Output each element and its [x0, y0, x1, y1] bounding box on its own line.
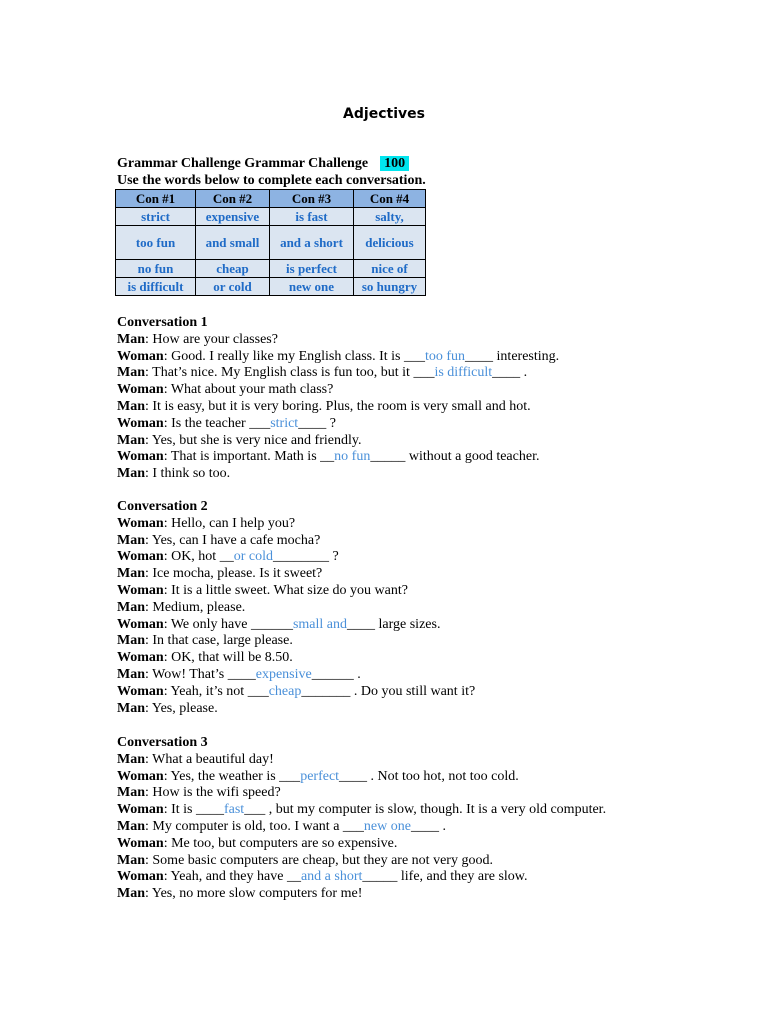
- line-text: ____ large sizes.: [347, 616, 441, 632]
- line-text: : My computer is old, too. I want a ___: [145, 818, 364, 834]
- speaker: Man: [117, 785, 145, 801]
- dialogue-line: [117, 566, 617, 583]
- line-text: : Yes, no more slow computers for me!: [145, 886, 363, 902]
- speaker: Woman: [117, 802, 164, 818]
- answer-text: or cold: [233, 549, 273, 565]
- table-row: [116, 226, 426, 260]
- table-cell: delicious: [354, 226, 426, 260]
- table-cell: expensive: [196, 208, 270, 226]
- conversation-2: [117, 499, 617, 717]
- speaker: Woman: [117, 382, 164, 398]
- speaker: Woman: [117, 348, 164, 364]
- dialogue-line: [117, 853, 617, 870]
- line-text: ____ . Not too hot, not too cold.: [339, 768, 519, 784]
- table-cell: salty,: [354, 208, 426, 226]
- speaker: Man: [117, 398, 145, 414]
- line-text: : Medium, please.: [145, 599, 246, 615]
- line-text: : That is important. Math is __: [163, 449, 335, 465]
- answer-text: small and: [292, 616, 347, 632]
- heading-text: Grammar Challenge Grammar Challenge: [117, 156, 369, 171]
- speaker: Man: [117, 751, 145, 767]
- speaker: Woman: [117, 582, 164, 598]
- line-text: : Wow! That’s ____: [145, 666, 256, 682]
- dialogue-line: [117, 752, 617, 769]
- table-cell: strict: [116, 208, 196, 226]
- dialogue-line: [117, 869, 617, 886]
- line-text: : It is easy, but it is very boring. Plus, the room is very small and hot.: [145, 398, 531, 414]
- line-text: _____ without a good teacher.: [370, 449, 540, 465]
- table-cell: is difficult: [116, 278, 196, 296]
- line-text: ________ ?: [272, 549, 339, 565]
- speaker: Man: [117, 599, 145, 615]
- conversation-title: Conversation 2: [117, 499, 208, 514]
- line-text: : I think so too.: [145, 466, 231, 482]
- line-text: : In that case, large please.: [145, 633, 293, 649]
- challenge-heading: [117, 155, 409, 172]
- table-header-row: [116, 190, 426, 208]
- conversation-3: [117, 735, 617, 903]
- line-text: : OK, that will be 8.50.: [163, 650, 293, 666]
- line-text: : Yeah, it’s not ___: [163, 683, 269, 699]
- line-text: : Ice mocha, please. Is it sweet?: [145, 566, 323, 582]
- table-cell: is perfect: [270, 260, 354, 278]
- line-text: _______ . Do you still want it?: [301, 683, 476, 699]
- speaker: Man: [117, 633, 145, 649]
- dialogue-line: [117, 466, 617, 483]
- dialogue-line: [117, 332, 617, 349]
- line-text: : Yes, but she is very nice and friendly.: [145, 432, 362, 448]
- dialogue-line: [117, 886, 617, 903]
- speaker: Man: [117, 666, 145, 682]
- dialogue-line: [117, 617, 617, 634]
- line-text: : How is the wifi speed?: [145, 785, 281, 801]
- table-cell: cheap: [196, 260, 270, 278]
- table-row: [116, 260, 426, 278]
- conversation-title: Conversation 3: [117, 735, 208, 750]
- table-cell: and small: [196, 226, 270, 260]
- table-cell: is fast: [270, 208, 354, 226]
- dialogue-line: [117, 433, 617, 450]
- line-text: : Good. I really like my English class. It is ___: [163, 348, 425, 364]
- dialogue-line: [117, 785, 617, 802]
- line-text: : Some basic computers are cheap, but they are not very good.: [145, 852, 493, 868]
- speaker: Man: [117, 886, 145, 902]
- line-text: ____ .: [492, 365, 528, 381]
- dialogue-line: [117, 802, 617, 819]
- line-text: : OK, hot __: [163, 549, 234, 565]
- dialogue-line: [117, 382, 617, 399]
- line-text: ___ , but my computer is slow, though. It is a very old computer.: [244, 802, 607, 818]
- dialogue-line: [117, 633, 617, 650]
- dialogue-line: [117, 819, 617, 836]
- table-cell: new one: [270, 278, 354, 296]
- table-header: Con #2: [196, 190, 270, 208]
- speaker: Woman: [117, 768, 164, 784]
- line-text: : It is ____: [163, 802, 224, 818]
- conversation-1: [117, 315, 617, 483]
- dialogue-line: [117, 701, 617, 718]
- table-cell: no fun: [116, 260, 196, 278]
- speaker: Woman: [117, 415, 164, 431]
- speaker: Woman: [117, 650, 164, 666]
- line-text: : That’s nice. My English class is fun too, but it ___: [145, 365, 435, 381]
- answer-text: and a short: [300, 869, 363, 885]
- line-text: ______ .: [311, 666, 361, 682]
- speaker: Woman: [117, 616, 164, 632]
- dialogue-line: [117, 583, 617, 600]
- answer-text: new one: [363, 818, 411, 834]
- dialogue-line: [117, 684, 617, 701]
- speaker: Woman: [117, 549, 164, 565]
- table-cell: nice of: [354, 260, 426, 278]
- line-text: : Yes, the weather is ___: [163, 768, 301, 784]
- answer-text: no fun: [334, 449, 371, 465]
- instructions: Use the words below to complete each conversation.: [117, 173, 426, 188]
- speaker: Woman: [117, 449, 164, 465]
- table-row: [116, 278, 426, 296]
- table-row: [116, 208, 426, 226]
- table-header: Con #4: [354, 190, 426, 208]
- table-header: Con #1: [116, 190, 196, 208]
- dialogue-line: [117, 416, 617, 433]
- dialogue-line: [117, 449, 617, 466]
- line-text: : It is a little sweet. What size do you want?: [163, 582, 408, 598]
- line-text: ____ ?: [298, 415, 336, 431]
- speaker: Woman: [117, 515, 164, 531]
- speaker: Man: [117, 466, 145, 482]
- line-text: : We only have ______: [163, 616, 293, 632]
- answer-text: strict: [270, 415, 299, 431]
- speaker: Woman: [117, 683, 164, 699]
- dialogue-line: [117, 516, 617, 533]
- line-text: : Hello, can I help you?: [163, 515, 296, 531]
- line-text: : What a beautiful day!: [145, 751, 274, 767]
- speaker: Man: [117, 566, 145, 582]
- table-header: Con #3: [270, 190, 354, 208]
- line-text: : Yeah, and they have __: [163, 869, 301, 885]
- answer-text: perfect: [300, 768, 340, 784]
- table-cell: or cold: [196, 278, 270, 296]
- dialogue-line: [117, 769, 617, 786]
- table-cell: and a short: [270, 226, 354, 260]
- word-bank-table: [115, 189, 426, 296]
- speaker: Man: [117, 532, 145, 548]
- dialogue-line: [117, 533, 617, 550]
- line-text: ____ .: [410, 818, 446, 834]
- speaker: Man: [117, 700, 145, 716]
- speaker: Woman: [117, 869, 164, 885]
- answer-text: expensive: [255, 666, 312, 682]
- line-text: : What about your math class?: [163, 382, 334, 398]
- line-text: : Me too, but computers are so expensive.: [163, 835, 398, 851]
- line-text: ____ interesting.: [465, 348, 560, 364]
- answer-text: cheap: [268, 683, 302, 699]
- dialogue-line: [117, 365, 617, 382]
- speaker: Man: [117, 432, 145, 448]
- speaker: Woman: [117, 835, 164, 851]
- page-title: Adjectives: [343, 106, 425, 122]
- table-cell: so hungry: [354, 278, 426, 296]
- line-text: : How are your classes?: [145, 331, 278, 347]
- dialogue-line: [117, 650, 617, 667]
- speaker: Man: [117, 818, 145, 834]
- dialogue-line: [117, 836, 617, 853]
- line-text: : Yes, please.: [145, 700, 218, 716]
- score-badge: 100: [380, 156, 409, 171]
- speaker: Man: [117, 331, 145, 347]
- dialogue-line: [117, 399, 617, 416]
- dialogue-line: [117, 667, 617, 684]
- speaker: Man: [117, 852, 145, 868]
- conversation-title: Conversation 1: [117, 315, 208, 330]
- table-cell: too fun: [116, 226, 196, 260]
- answer-text: too fun: [424, 348, 466, 364]
- line-text: : Is the teacher ___: [163, 415, 271, 431]
- answer-text: fast: [223, 802, 245, 818]
- line-text: _____ life, and they are slow.: [362, 869, 528, 885]
- speaker: Man: [117, 365, 145, 381]
- dialogue-line: [117, 549, 617, 566]
- line-text: : Yes, can I have a cafe mocha?: [145, 532, 321, 548]
- dialogue-line: [117, 600, 617, 617]
- answer-text: is difficult: [434, 365, 493, 381]
- dialogue-line: [117, 349, 617, 366]
